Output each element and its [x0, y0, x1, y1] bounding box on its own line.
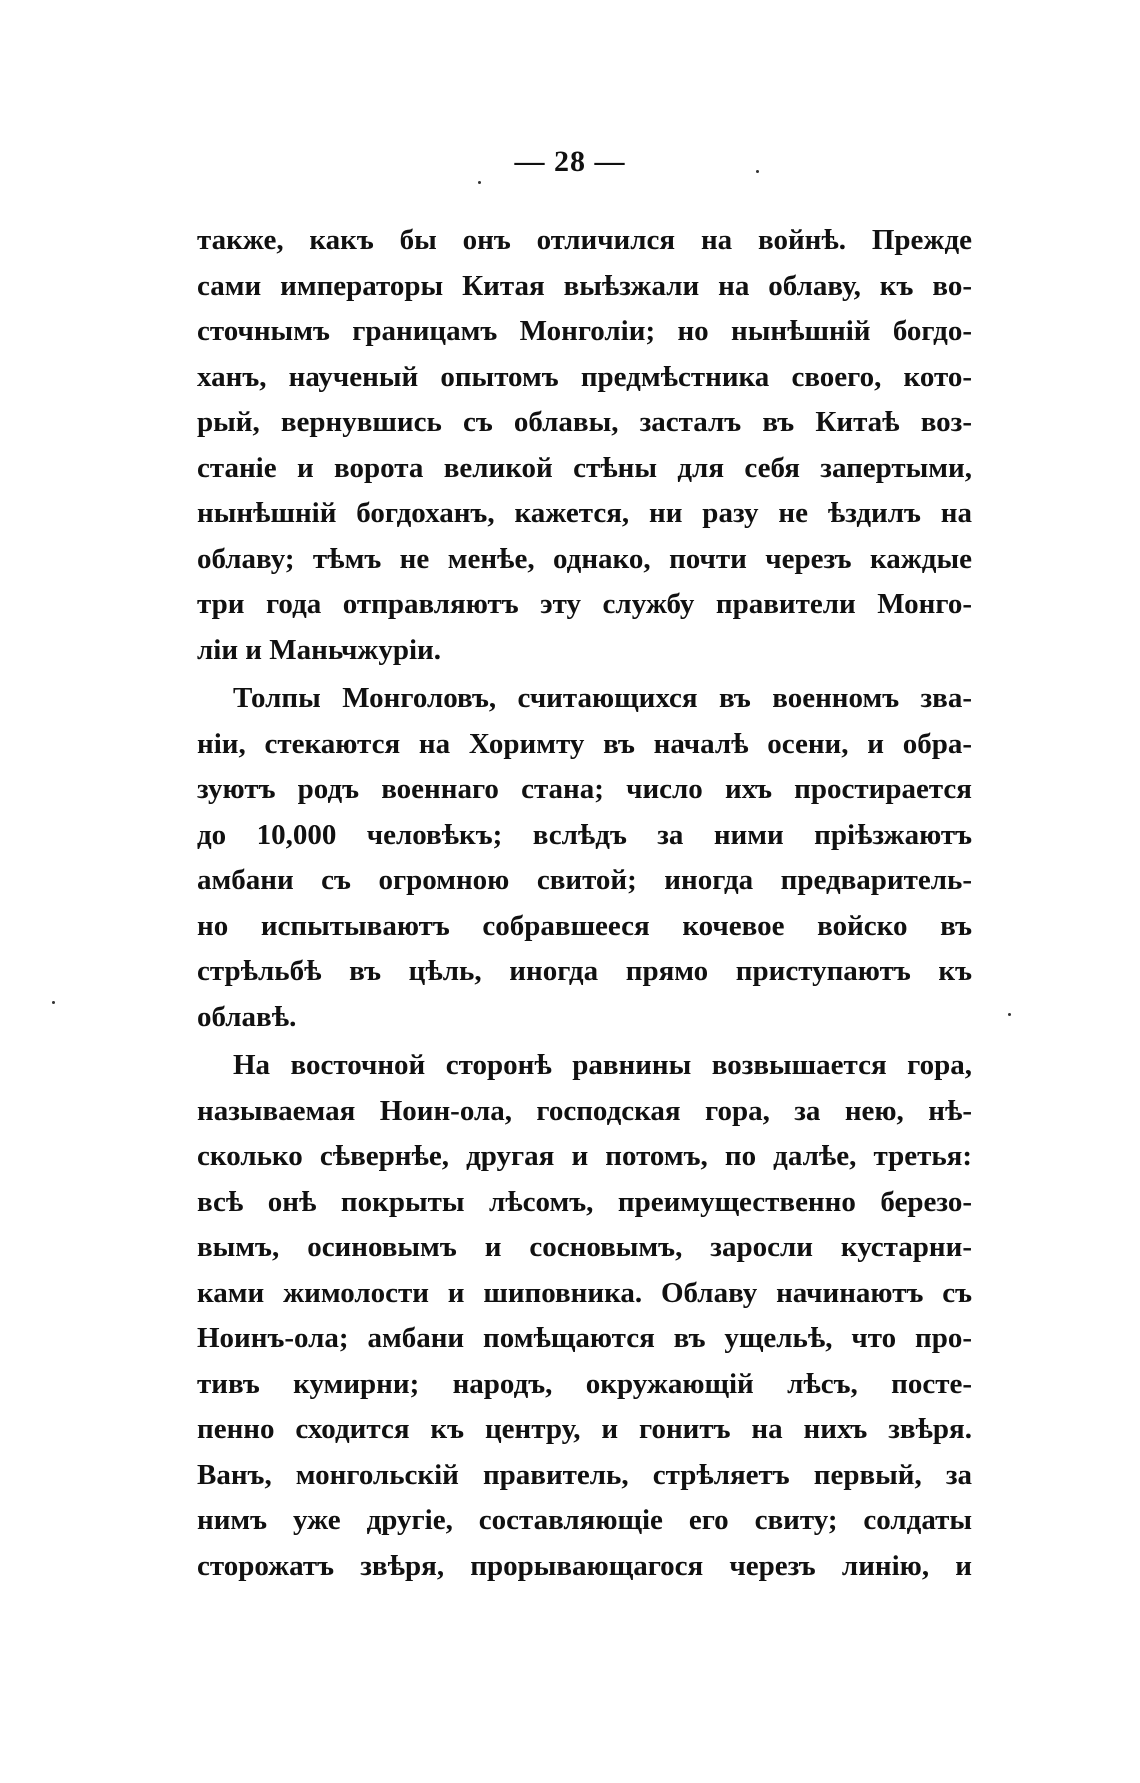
- page-number: — 28 —: [514, 145, 626, 178]
- text-line: нимъ уже другіе, составляющіе его свиту; солдаты: [197, 1504, 972, 1536]
- text-line: также, какъ бы онъ отличился на войнѣ. Прежде: [197, 224, 972, 256]
- text-line: тивъ кумирни; народъ, окружающій лѣсъ, посте-: [197, 1367, 972, 1400]
- text-line: всѣ онѣ покрыты лѣсомъ, преимущественно березо-: [197, 1185, 972, 1218]
- text-line: зуютъ родъ военнаго стана; число ихъ простирается: [197, 773, 972, 805]
- text-line: амбани съ огромною свитой; иногда предваритель-: [197, 864, 972, 896]
- print-speck: [756, 170, 759, 173]
- text-line: ліи и Маньчжуріи.: [197, 633, 441, 666]
- text-line: до 10,000 человѣкъ; вслѣдъ за ними пріѣзжаютъ: [197, 818, 972, 851]
- text-line: станіе и ворота великой стѣны для себя запертыми,: [197, 451, 972, 484]
- print-speck: [1008, 1013, 1011, 1016]
- text-line: сами императоры Китая выѣзжали на облаву, къ во-: [197, 269, 972, 302]
- text-line: На восточной сторонѣ равнины возвышается гора,: [233, 1049, 972, 1081]
- text-line: облавѣ.: [197, 1000, 297, 1033]
- text-line: облаву; тѣмъ не менѣе, однако, почти черезъ каждые: [197, 542, 972, 575]
- text-line: Ванъ, монгольскій правитель, стрѣляетъ первый, за: [197, 1458, 972, 1491]
- text-line: нынѣшній богдоханъ, кажется, ни разу не ѣздилъ на: [197, 497, 972, 529]
- text-line: но испытываютъ собравшееся кочевое войско въ: [197, 909, 972, 942]
- text-line: ніи, стекаются на Хоримту въ началѣ осени, и обра-: [197, 727, 972, 760]
- text-line: Толпы Монголовъ, считающихся въ военномъ зва-: [233, 682, 972, 714]
- text-line: сколько сѣвернѣе, другая и потомъ, по далѣе, третья:: [197, 1140, 972, 1172]
- text-line: сточнымъ границамъ Монголіи; но нынѣшній богдо-: [197, 315, 972, 347]
- text-line: три года отправляютъ эту службу правители Монго-: [197, 588, 972, 620]
- text-line: стрѣльбѣ въ цѣль, иногда прямо приступаютъ къ: [197, 955, 972, 987]
- print-speck: [478, 181, 481, 184]
- print-speck: [52, 1001, 55, 1004]
- text-line: пенно сходится къ центру, и гонитъ на нихъ звѣря.: [197, 1413, 972, 1445]
- text-line: рый, вернувшись съ облавы, засталъ въ Китаѣ воз-: [197, 406, 972, 438]
- text-line: ками жимолости и шиповника. Облаву начинаютъ съ: [197, 1276, 972, 1309]
- text-line: Ноинъ-ола; амбани помѣщаются въ ущельѣ, что про-: [197, 1322, 972, 1354]
- text-line: называемая Ноин-ола, господская гора, за нею, нѣ-: [197, 1094, 972, 1127]
- body-text: [197, 218, 972, 1589]
- text-line: сторожатъ звѣря, прорывающагося черезъ линію, и: [197, 1549, 972, 1582]
- text-line: вымъ, осиновымъ и сосновымъ, заросли кустарни-: [197, 1231, 972, 1263]
- text-line: ханъ, наученый опытомъ предмѣстника своего, кото-: [197, 360, 972, 393]
